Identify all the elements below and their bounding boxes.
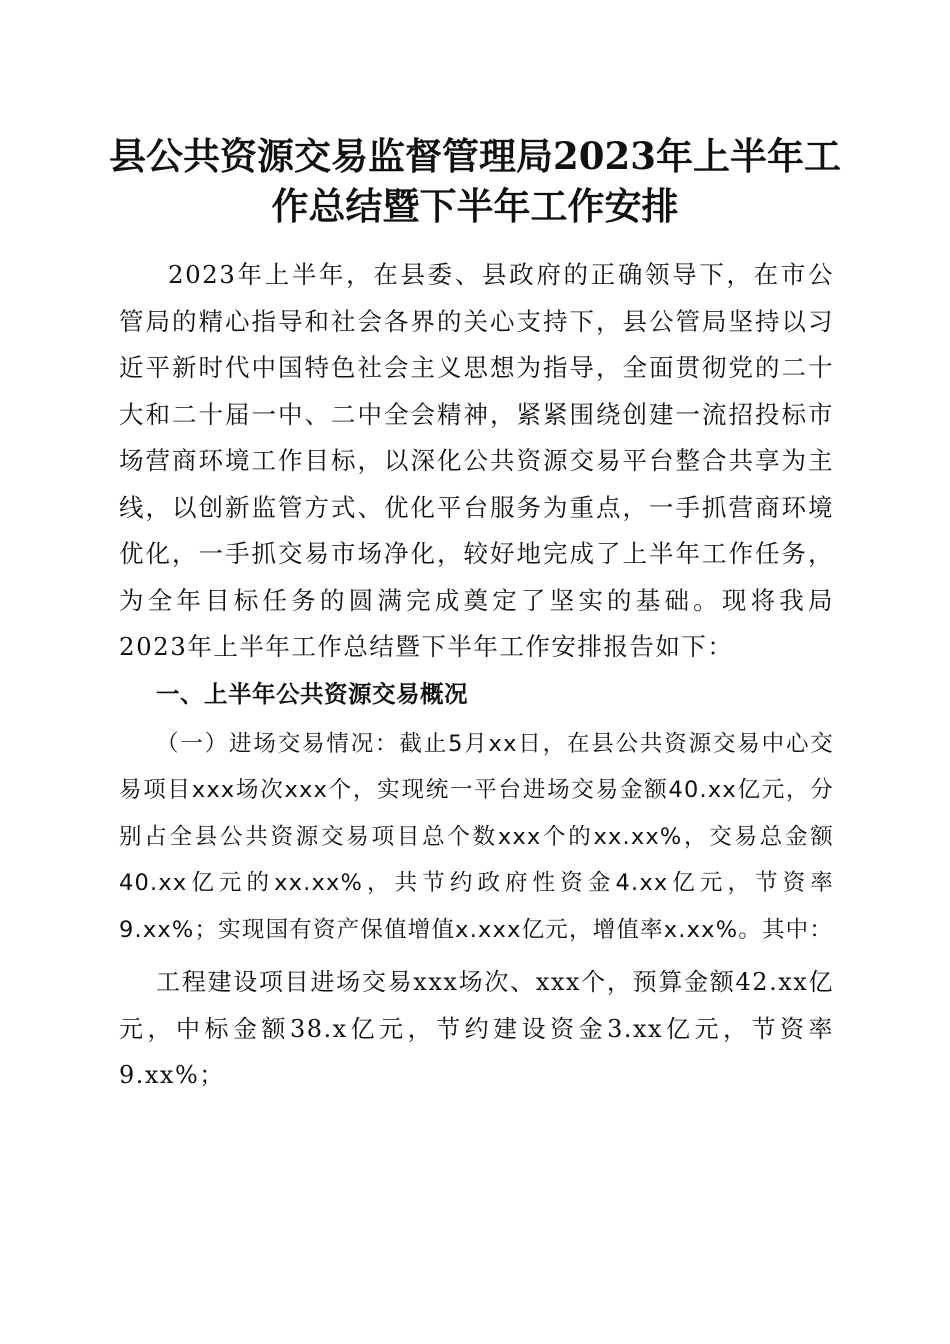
section-heading-1: 一、上半年公共资源交易概况 [156,679,468,708]
subsection-paragraph-1: （一）进场交易情况：截止5月xx日，在县公共资源交易中心交易项目xxx场次xxx个，实现统一平台进场交易金额40.xx亿元，分别占全县公共资源交易项目总个数xxx个的xx.xx%，交易总金额40.xx亿元的xx.xx%，共节约政府性资金4.xx亿元，节资率9.xx%；实现国有资产保值增值x.xxx亿元，增值率x.xx%。其中： [119,730,834,943]
document-title [95,131,855,231]
title-line-2: 作总结暨下半年工作安排 [271,184,679,228]
engineering-paragraph: 工程建设项目进场交易xxx场次、xxx个，预算金额42.xx亿元，中标金额38.x亿元，节约建设资金3.xx亿元，节资率9.xx%； [119,968,834,1089]
intro-paragraph: 2023年上半年，在县委、县政府的正确领导下，在市公管局的精心指导和社会各界的关心支持下，县公管局坚持以习近平新时代中国特色社会主义思想为指导，全面贯彻党的二十大和二十届一中、二中全会精神，紧紧围绕创建一流招投标市场营商环境工作目标，以深化公共资源交易平台整合共享为主线，以创新监管方式、优化平台服务为重点，一手抓营商环境优化，一手抓交易市场净化，较好地完成了上半年工作任务，为全年目标任务的圆满完成奠定了坚实的基础。现将我局2023年上半年工作总结暨下半年工作安排报告如下： [119,260,834,661]
title-line-1: 县公共资源交易监督管理局2023年上半年工 [109,134,841,178]
document-body [119,252,834,1099]
